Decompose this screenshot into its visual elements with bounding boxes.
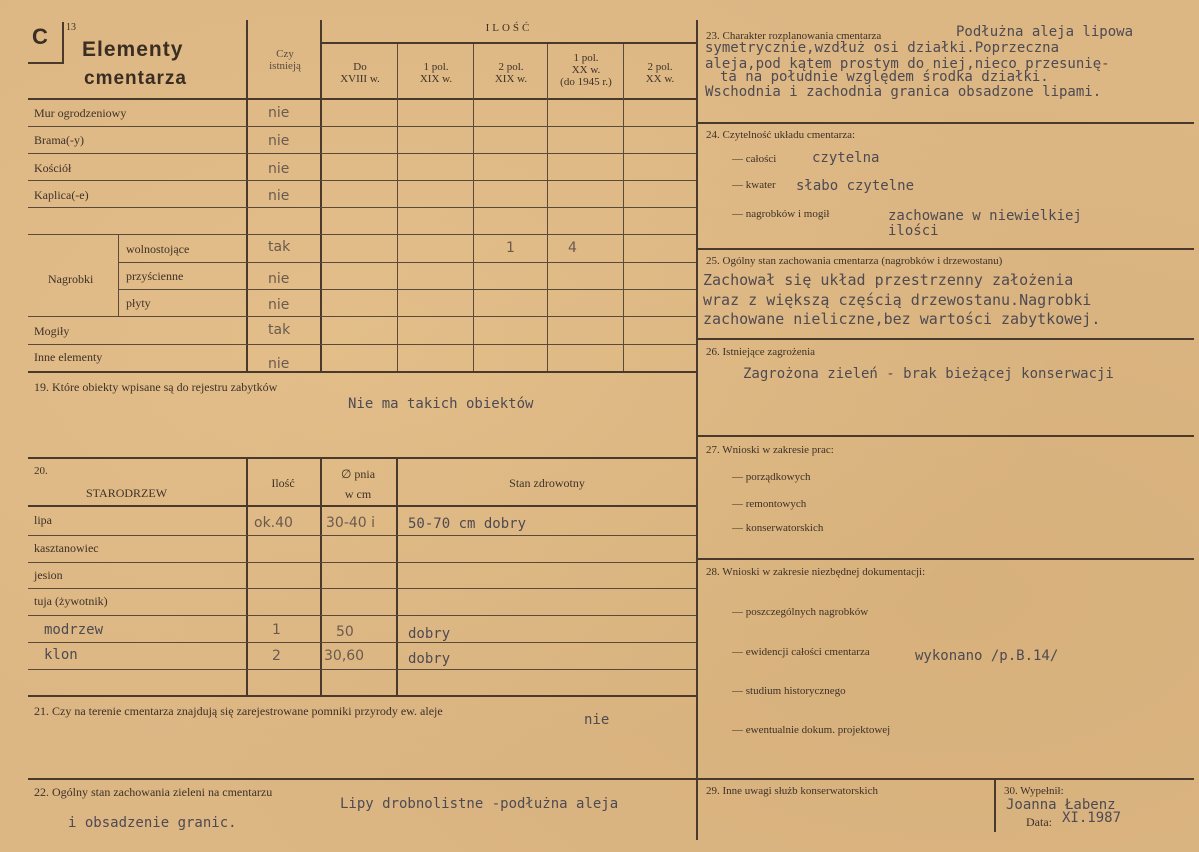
tree-stan-klon: dobry [408, 651, 451, 667]
q25-line2: wraz z większą częścią drzewostanu.Nagrobki [703, 291, 1092, 309]
q27-item-porzadkowych: — porządkowych [732, 471, 811, 483]
tree-ilosc-klon: 2 [272, 648, 281, 664]
row-value-plyty: nie [268, 297, 290, 313]
q20-col-pnia: ∅ pnia w cm [340, 467, 376, 501]
col-period-3: 2 pol. XIX w. [494, 61, 528, 85]
q26-answer-clip [700, 360, 1196, 390]
tree-name-kasztanowiec: kasztanowiec [34, 541, 99, 555]
tree-name-tuja: tuja (żywotnik) [34, 594, 108, 608]
q25-line1: Zachował się układ przestrzenny założenia [703, 271, 1074, 289]
q28-item-nagrobkow: — poszczególnych nagrobków [732, 606, 869, 618]
tree-stan-modrzew: dobry [408, 626, 451, 642]
q24-item-calosci: — całości [732, 153, 777, 165]
row-label-brama: Brama(-y) [34, 133, 84, 147]
section-number: 13 [66, 22, 76, 33]
row-value-brama: nie [268, 133, 290, 149]
row-value-przyscienne: nie [268, 271, 290, 287]
row-value-wolnostojace: tak [268, 239, 291, 255]
q24-value-nagrobkow-2: ilości [888, 223, 939, 239]
tree-ilosc-lipa: ok.40 [254, 515, 293, 531]
q23-line2: symetrycznie,wzdłuż osi działki.Poprzeczna [705, 40, 1060, 56]
tree-ilosc-modrzew: 1 [272, 622, 281, 638]
row-value-kosciol: nie [268, 161, 290, 177]
q22-label: 22. Ogólny stan zachowania zieleni na cmentarzu [34, 785, 273, 799]
col-period-4: 1 pol. XX w. (do 1945 r.) [560, 52, 612, 88]
row-label-inne: Inne elementy [34, 350, 103, 364]
nagrobki-label: Nagrobki [48, 272, 94, 286]
q20-col-stan: Stan zdrowotny [509, 476, 585, 490]
page-title-line2: cmentarza [84, 68, 187, 89]
q23-line5: Wschodnia i zachodnia granica obsadzone lipami. [705, 84, 1102, 100]
q27-item-remontowych: — remontowych [732, 498, 807, 510]
tree-name-modrzew: modrzew [44, 622, 104, 638]
col-ilosc: ILOŚĆ [485, 22, 533, 34]
tree-name-jesion: jesion [34, 568, 63, 582]
row-value-inne: nie [268, 356, 290, 370]
col-czy-istnieja: Czy istnieją [269, 48, 301, 72]
q23-line3: aleja,pod kątem prostym do niej,nieco przesunię- [705, 56, 1110, 72]
row-label-wolnostojace: wolnostojące [126, 242, 190, 256]
tree-pnia-klon: 30,60 [324, 648, 365, 664]
q28-item-ewidencji: — ewidencji całości cmentarza [732, 646, 870, 658]
q20-col-ilosc: Ilość [271, 476, 295, 490]
q30-name: Joanna Łabenz [1006, 797, 1116, 813]
page-title-line1: Elementy [82, 38, 184, 61]
q26-label: 26. Istniejące zagrożenia [706, 346, 816, 358]
tree-name-klon: klon [44, 647, 78, 663]
q30-label: 30. Wypełnił: [1004, 785, 1064, 797]
q22-answer-line1: Lipy drobnolistne -podłużna aleja [340, 796, 619, 812]
q20-number: 20. [34, 465, 48, 477]
q28-item-projektowej: — ewentualnie dokum. projektowej [732, 724, 891, 736]
col-period-5: 2 pol. XX w. [645, 61, 675, 85]
q24-value-nagrobkow: zachowane w niewielkiej [888, 208, 1082, 224]
q30-date: XI.1987 [1062, 810, 1122, 826]
q24-item-kwater: — kwater [732, 179, 776, 191]
row-label-przyscienne: przyścienne [126, 269, 184, 283]
tree-stan-lipa: 50-70 cm dobry [408, 516, 527, 532]
row-label-mogily: Mogiły [34, 324, 70, 338]
q25-label: 25. Ogólny stan zachowania cmentarza (nagrobków i drzewostanu) [706, 255, 1003, 267]
q26-answer: Zagrożona zieleń - brak bieżącej konserwacji [743, 366, 1114, 382]
q23-line1: Podłużna aleja lipowa [956, 24, 1134, 40]
row-label-mur: Mur ogrodzeniowy [34, 106, 127, 120]
row-label-kaplica: Kaplica(-e) [34, 188, 89, 202]
q19-answer: Nie ma takich obiektów [348, 396, 534, 412]
q20-title: STARODRZEW [86, 486, 168, 500]
q30-data-label: Data: [1026, 815, 1052, 829]
q21-answer: nie [584, 712, 610, 728]
q25-line3: zachowane nieliczne,bez wartości zabytkowej. [703, 310, 1101, 328]
q27-item-konserwatorskich: — konserwatorskich [732, 522, 824, 534]
q19-label: 19. Które obiekty wpisane są do rejestru zabytków [34, 380, 278, 394]
q21-label: 21. Czy na terenie cmentarza znajdują się zarejestrowane pomniki przyrody ew. aleje [34, 704, 443, 718]
q28-label: 28. Wnioski w zakresie niezbędnej dokumentacji: [706, 566, 926, 578]
q24-item-nagrobkow: — nagrobków i mogił [732, 208, 830, 220]
section-letter: C [32, 24, 48, 49]
q27-label: 27. Wnioski w zakresie prac: [706, 444, 834, 456]
row-value-mur: nie [268, 105, 290, 121]
tree-pnia-lipa: 30-40 i [326, 515, 376, 531]
tree-name-lipa: lipa [34, 513, 52, 527]
q29-label: 29. Inne uwagi służb konserwatorskich [706, 785, 878, 797]
q24-label: 24. Czytelność układu cmentarza: [706, 129, 856, 141]
wolnostojace-1pol20: 4 [568, 240, 577, 256]
q22-answer-line2: i obsadzenie granic. [68, 815, 237, 831]
row-value-mogily: tak [268, 322, 291, 338]
q24-value-calosci: czytelna [812, 150, 880, 166]
q28-ewidencja-value: wykonano /p.B.14/ [915, 648, 1059, 664]
q24-value-kwater: słabo czytelne [796, 178, 915, 194]
q28-item-studium: — studium historycznego [732, 685, 846, 697]
row-value-kaplica: nie [268, 188, 290, 204]
row-label-plyty: płyty [126, 296, 151, 310]
col-period-1: Do XVIII w. [340, 61, 380, 85]
row-value-inne-clip [260, 356, 310, 370]
row-label-kosciol: Kościół [34, 161, 72, 175]
wolnostojace-2pol19: 1 [506, 240, 515, 256]
tree-pnia-modrzew: 50 [336, 624, 354, 640]
q23-label: 23. Charakter rozplanowania cmentarza [706, 30, 882, 42]
col-period-2: 1 pol. XIX w. [419, 61, 453, 85]
q23-line4: ta na południe względem środka działki. [720, 69, 1049, 85]
